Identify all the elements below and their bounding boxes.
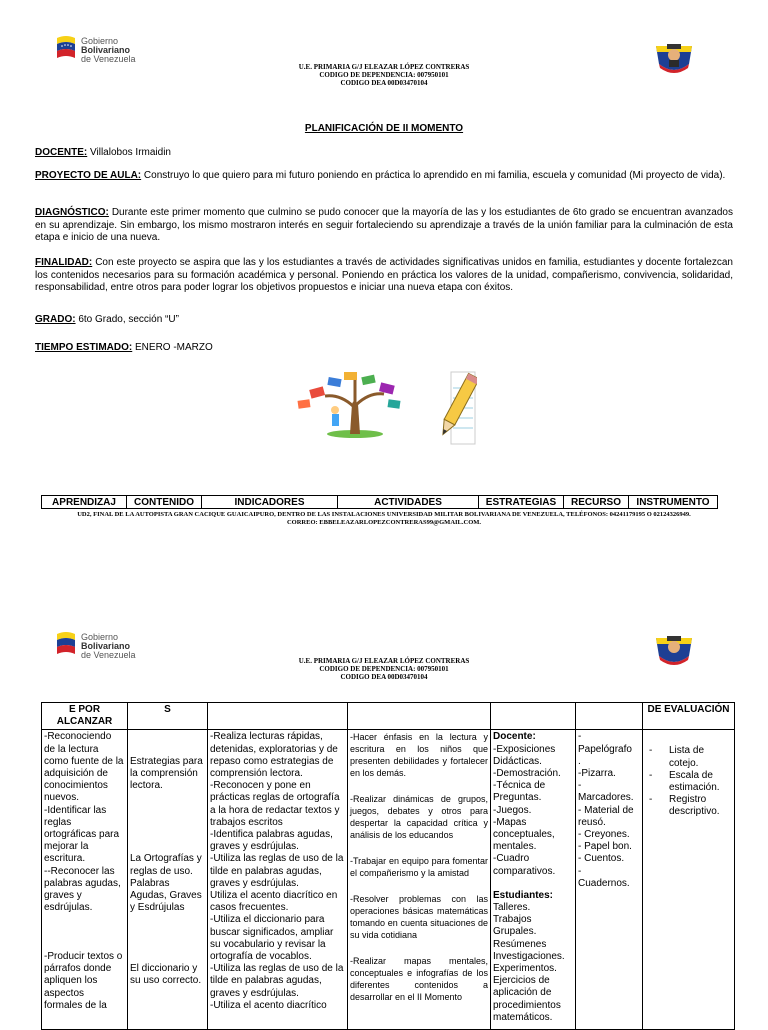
docente-value: Villalobos Irmaidin	[90, 147, 171, 158]
school-dependencia: CODIGO DE DEPENDENCIA: 007950101	[319, 71, 449, 79]
planning-table	[41, 702, 735, 1030]
header-recurso-cont	[576, 703, 643, 730]
actividad-1: -Hacer énfasis en la lectura y escritura en los niños que presenten debilidades y fortalecer en los demás.	[350, 732, 488, 779]
school-dea: CODIGO DEA 00D03470104	[340, 673, 428, 681]
cell-recursos: - Papelógrafo . -Pizarra. - Marcadores. - Material de reusó. - Creyones. - Papel bon. - Cuentos. - Cuadernos.	[576, 730, 643, 1030]
cell-aprendizaje: -Reconociendo de la lectura como fuente de la adquisición de conocimientos nuevos. -Identificar las reglas ortográficas para mejorar la escritura. --Reconocer las palabras agudas, graves y esdrújulas. -Producir textos o párrafos donde apliquen los aspectos formales de la	[42, 730, 128, 1030]
header-estrategias: ESTRATEGIAS	[479, 496, 564, 509]
instrument-item: - Escala de estimación.	[669, 770, 732, 794]
header-contenido-cont: S	[128, 703, 208, 730]
cell-estrategias	[491, 730, 576, 1030]
footer-address	[30, 511, 738, 527]
gobierno-logo	[53, 34, 136, 66]
school-dependencia: CODIGO DE DEPENDENCIA: 007950101	[319, 665, 449, 673]
logo-line-2: Bolivariano	[81, 640, 131, 651]
tiempo-paragraph	[35, 342, 733, 355]
header-contenido: CONTENIDO	[127, 496, 202, 509]
header-indicadores-cont	[208, 703, 348, 730]
cell-indicadores: -Realiza lecturas rápidas, detenidas, exploratorias y de repaso como estrategias de comprensión lectora. -Reconocen y pone en prácticas reglas de ortografía a la hora de redactar textos y trabajos escritos -Identifica palabras agudas, graves y esdrújulas. -Utiliza las reglas de uso de la tilde en palabras agudas, graves y esdrújulas. Utiliza el acento diacrítico en casos frecuentes. -Utiliza el diccionario para buscar significados, ampliar su vocabulario y revisar la ortografía de vocablos. -Utiliza las reglas de uso de la tilde en palabras agudas, graves y esdrújulas. -Utiliza el acento diacrítico	[208, 730, 348, 1030]
logo-line-3: de Venezuela	[81, 649, 136, 660]
actividad-3: -Trabajar en equipo para fomentar el compañerismo y la amistad	[350, 856, 488, 879]
header-aprendizaje-cont: E POR ALCANZAR	[42, 703, 128, 730]
actividad-4: -Resolver problemas con las operaciones básicas matemáticas tomando en cuenta situaciones de su vida cotidiana	[350, 894, 488, 941]
grado-label: GRADO:	[35, 314, 76, 325]
estudiantes-strategies: Talleres. Trabajos Grupales. Resúmenes Investigaciones. Experimentos. Ejercicios de aplicación de procedimientos matemáticos.	[493, 902, 565, 1023]
proyecto-paragraph	[35, 170, 733, 183]
instrument-item: - Lista de cotejo.	[669, 745, 732, 769]
page-title: PLANIFICACIÓN DE II MOMENTO	[304, 123, 464, 134]
pencil-paper-icon	[437, 368, 477, 448]
estudiantes-strategies-label: Estudiantes:	[493, 889, 554, 901]
school-header-2	[0, 657, 768, 681]
table-row	[42, 730, 735, 1030]
instrument-item: - Registro descriptivo.	[669, 794, 732, 818]
grado-paragraph	[35, 314, 733, 327]
diagnostico-label: DIAGNÓSTICO:	[35, 207, 109, 218]
diagnostico-value: Durante este primer momento que culmino se pudo conocer que la mayoría de las y los estudiantes de 6to grado se encuentran avanzados en su aprendizaje. Sin embargo, los mismo mostraron interés en seguir fortaleciendo su aprendizaje a través de la unión familiar para la culminación de esta etapa e inicio de una nueva.	[35, 207, 733, 243]
finalidad-value: Con este proyecto se aspira que las y los estudiantes a través de actividades significativas unidos en familia, estudiantes y docente fortalezcan los contenidos necesarios para su formación académica y personal. Poniendo en práctica los valores de la unidad, compañerismo, convivencia, solidaridad, responsabilidad, entre otros para poder lograr los objetivos propuestos e iniciar una nueva etapa con éxitos.	[35, 257, 733, 293]
logo-line-1: Gobierno	[81, 631, 119, 642]
planning-table-header	[41, 495, 718, 509]
logo-line-2: Bolivariano	[81, 44, 131, 55]
venezuela-flag-icon	[53, 34, 79, 66]
proyecto-value: Construyo lo que quiero para mi futuro poniendo en práctica lo aprendido en mi familia, escuela y comunidad (Mi proyecto de vida).	[143, 170, 726, 181]
grado-value: 6to Grado, sección “U”	[78, 314, 179, 325]
finalidad-label: FINALIDAD:	[35, 257, 93, 268]
actividad-5: -Realizar mapas mentales, conceptuales e infografías de los diferentes contenidos a desarrollar en el II Momento	[350, 956, 488, 1003]
school-name: U.E. PRIMARIA G/J ELEAZAR LÓPEZ CONTRERAS	[298, 63, 470, 71]
book-tree-illustration	[280, 370, 410, 440]
cell-actividades	[348, 730, 491, 1030]
tiempo-value: ENERO -MARZO	[135, 342, 213, 353]
header-instrumento: INSTRUMENTO	[629, 496, 718, 509]
finalidad-paragraph	[35, 257, 733, 295]
header-actividades: ACTIVIDADES	[338, 496, 479, 509]
footer-email: CORREO: EBBELEAZARLOPEZCONTRERAS99@GMAIL.COM.	[286, 519, 482, 526]
cell-contenido: Estrategias para la comprensión lectora. La Ortografías y reglas de uso. Palabras Agudas, Graves y Esdrújulas El diccionario y su uso correcto.	[128, 730, 208, 1030]
header-actividades-cont	[348, 703, 491, 730]
docente-strategies-label: Docente:	[493, 731, 536, 743]
school-header	[0, 63, 768, 87]
logo-line-3: de Venezuela	[81, 53, 136, 64]
cell-instrumentos	[643, 730, 735, 1030]
docente-paragraph	[35, 147, 733, 160]
instrument-list	[645, 745, 732, 818]
diagnostico-paragraph	[35, 207, 733, 245]
docente-strategies: -Exposiciones Didácticas. -Demostración. -Técnica de Preguntas. -Juegos. -Mapas conceptuales, mentales. -Cuadro comparativos.	[493, 743, 561, 877]
header-instrumento-cont: DE EVALUACIÓN	[643, 703, 735, 730]
header-estrategias-cont	[491, 703, 576, 730]
header-aprendizaje: APRENDIZAJ	[42, 496, 127, 509]
school-name: U.E. PRIMARIA G/J ELEAZAR LÓPEZ CONTRERAS	[298, 657, 470, 665]
proyecto-label: PROYECTO DE AULA:	[35, 170, 142, 181]
header-indicadores: INDICADORES	[202, 496, 338, 509]
docente-label: DOCENTE:	[35, 147, 88, 158]
footer-address-line: UD2, FINAL DE LA AUTOPISTA GRAN CACIQUE GUAICAIPURO, DENTRO DE LAS INSTALACIONES UNIVERSIDAD MILITAR BOLIVARIANA DE VENEZUELA, TELÉFONOS: 04241179195 O 02124326949.	[77, 511, 691, 518]
logo-line-1: Gobierno	[81, 35, 119, 46]
table-header-row	[42, 703, 735, 730]
school-dea: CODIGO DEA 00D03470104	[340, 79, 428, 87]
tiempo-label: TIEMPO ESTIMADO:	[35, 342, 133, 353]
header-recurso: RECURSO	[564, 496, 629, 509]
actividad-2: -Realizar dinámicas de grupos, juegos, debates y otros para despertar la capacidad crítica y análisis de los educandos	[350, 794, 488, 841]
